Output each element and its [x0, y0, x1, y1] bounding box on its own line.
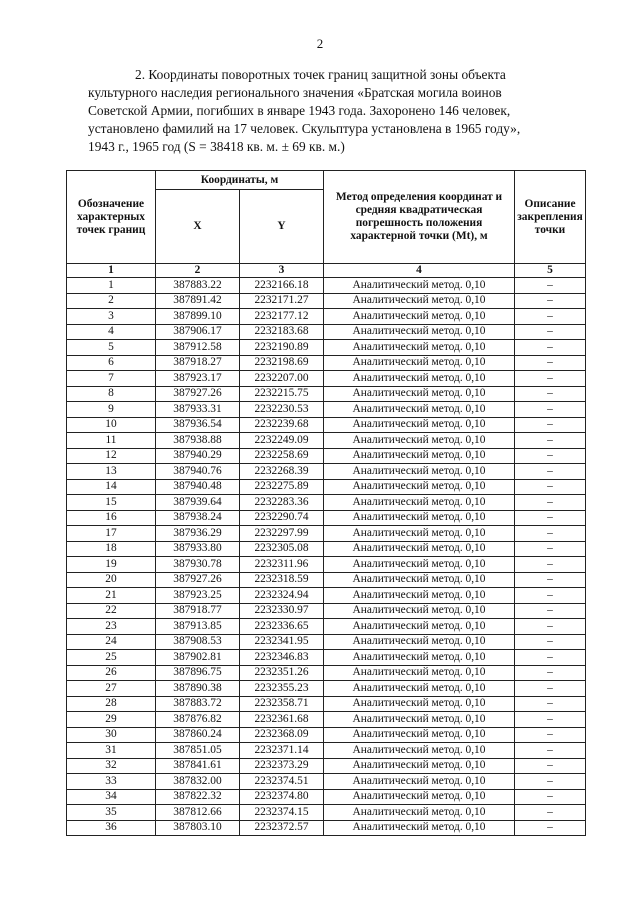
point-number-cell: 29: [67, 712, 156, 728]
x-coordinate-cell: 387918.77: [156, 603, 240, 619]
point-number-cell: 16: [67, 510, 156, 526]
table-row: [67, 293, 586, 309]
table-row: [67, 526, 586, 542]
y-coordinate-cell: 2232330.97: [240, 603, 324, 619]
point-number-cell: 1: [67, 278, 156, 294]
y-coordinate-cell: 2232258.69: [240, 448, 324, 464]
x-coordinate-cell: 387939.64: [156, 495, 240, 511]
point-number-cell: 18: [67, 541, 156, 557]
method-cell: Аналитический метод. 0,10: [324, 712, 515, 728]
header-method: Метод определения координат и средняя квадратическая погрешность положения характерной точки (Mt), м: [324, 171, 515, 264]
heading-line: 1943 г., 1965 год (S = 38418 кв. м. ± 69 кв. м.): [88, 139, 345, 154]
description-cell: –: [515, 541, 586, 557]
method-cell: Аналитический метод. 0,10: [324, 340, 515, 356]
x-coordinate-cell: 387896.75: [156, 665, 240, 681]
description-cell: –: [515, 293, 586, 309]
x-coordinate-cell: 387890.38: [156, 681, 240, 697]
description-cell: –: [515, 603, 586, 619]
y-coordinate-cell: 2232318.59: [240, 572, 324, 588]
y-coordinate-cell: 2232358.71: [240, 696, 324, 712]
column-number: 4: [324, 264, 515, 278]
description-cell: –: [515, 665, 586, 681]
x-coordinate-cell: 387876.82: [156, 712, 240, 728]
y-coordinate-cell: 2232341.95: [240, 634, 324, 650]
x-coordinate-cell: 387940.48: [156, 479, 240, 495]
point-number-cell: 3: [67, 309, 156, 325]
header-description: Описание закрепления точки: [515, 171, 586, 264]
point-number-cell: 5: [67, 340, 156, 356]
y-coordinate-cell: 2232374.80: [240, 789, 324, 805]
y-coordinate-cell: 2232290.74: [240, 510, 324, 526]
y-coordinate-cell: 2232355.23: [240, 681, 324, 697]
y-coordinate-cell: 2232190.89: [240, 340, 324, 356]
table-row: [67, 278, 586, 294]
column-number: 1: [67, 264, 156, 278]
y-coordinate-cell: 2232374.51: [240, 774, 324, 790]
description-cell: –: [515, 634, 586, 650]
y-coordinate-cell: 2232368.09: [240, 727, 324, 743]
method-cell: Аналитический метод. 0,10: [324, 324, 515, 340]
table-row: [67, 557, 586, 573]
point-number-cell: 19: [67, 557, 156, 573]
description-cell: –: [515, 650, 586, 666]
table-row: [67, 634, 586, 650]
y-coordinate-cell: 2232374.15: [240, 805, 324, 821]
y-coordinate-cell: 2232305.08: [240, 541, 324, 557]
point-number-cell: 36: [67, 820, 156, 836]
method-cell: Аналитический метод. 0,10: [324, 743, 515, 759]
description-cell: –: [515, 340, 586, 356]
header-point-designation: Обозначение характерных точек границ: [67, 171, 156, 264]
method-cell: Аналитический метод. 0,10: [324, 309, 515, 325]
description-cell: –: [515, 309, 586, 325]
x-coordinate-cell: 387936.29: [156, 526, 240, 542]
x-coordinate-cell: 387902.81: [156, 650, 240, 666]
method-cell: Аналитический метод. 0,10: [324, 510, 515, 526]
table-row: [67, 681, 586, 697]
y-coordinate-cell: 2232230.53: [240, 402, 324, 418]
point-number-cell: 34: [67, 789, 156, 805]
table-row: [67, 820, 586, 836]
table-row: [67, 355, 586, 371]
method-cell: Аналитический метод. 0,10: [324, 541, 515, 557]
page-number: 2: [316, 36, 324, 51]
description-cell: –: [515, 448, 586, 464]
description-cell: –: [515, 805, 586, 821]
table-row: [67, 495, 586, 511]
header-x: X: [156, 190, 240, 264]
table-row: [67, 433, 586, 449]
x-coordinate-cell: 387936.54: [156, 417, 240, 433]
point-number-cell: 23: [67, 619, 156, 635]
table-row: [67, 309, 586, 325]
x-coordinate-cell: 387812.66: [156, 805, 240, 821]
description-cell: –: [515, 386, 586, 402]
table-row: [67, 650, 586, 666]
method-cell: Аналитический метод. 0,10: [324, 495, 515, 511]
y-coordinate-cell: 2232275.89: [240, 479, 324, 495]
x-coordinate-cell: 387940.76: [156, 464, 240, 480]
y-coordinate-cell: 2232177.12: [240, 309, 324, 325]
column-number: 3: [240, 264, 324, 278]
x-coordinate-cell: 387832.00: [156, 774, 240, 790]
description-cell: –: [515, 479, 586, 495]
method-cell: Аналитический метод. 0,10: [324, 526, 515, 542]
x-coordinate-cell: 387938.24: [156, 510, 240, 526]
method-cell: Аналитический метод. 0,10: [324, 696, 515, 712]
table-row: [67, 371, 586, 387]
point-number-cell: 15: [67, 495, 156, 511]
column-number: 2: [156, 264, 240, 278]
x-coordinate-cell: 387908.53: [156, 634, 240, 650]
point-number-cell: 27: [67, 681, 156, 697]
y-coordinate-cell: 2232324.94: [240, 588, 324, 604]
header-y: Y: [240, 190, 324, 264]
y-coordinate-cell: 2232371.14: [240, 743, 324, 759]
point-number-cell: 28: [67, 696, 156, 712]
point-number-cell: 8: [67, 386, 156, 402]
x-coordinate-cell: 387906.17: [156, 324, 240, 340]
point-number-cell: 10: [67, 417, 156, 433]
y-coordinate-cell: 2232372.57: [240, 820, 324, 836]
point-number-cell: 31: [67, 743, 156, 759]
table-row: [67, 417, 586, 433]
method-cell: Аналитический метод. 0,10: [324, 464, 515, 480]
description-cell: –: [515, 324, 586, 340]
table-row: [67, 386, 586, 402]
table-row: [67, 572, 586, 588]
description-cell: –: [515, 743, 586, 759]
table-row: [67, 510, 586, 526]
table-row: [67, 774, 586, 790]
method-cell: Аналитический метод. 0,10: [324, 588, 515, 604]
point-number-cell: 30: [67, 727, 156, 743]
method-cell: Аналитический метод. 0,10: [324, 789, 515, 805]
y-coordinate-cell: 2232166.18: [240, 278, 324, 294]
description-cell: –: [515, 557, 586, 573]
description-cell: –: [515, 402, 586, 418]
x-coordinate-cell: 387891.42: [156, 293, 240, 309]
table-row: [67, 464, 586, 480]
table-body: [67, 278, 586, 836]
method-cell: Аналитический метод. 0,10: [324, 727, 515, 743]
point-number-cell: 2: [67, 293, 156, 309]
x-coordinate-cell: 387883.22: [156, 278, 240, 294]
y-coordinate-cell: 2232215.75: [240, 386, 324, 402]
table-row: [67, 588, 586, 604]
description-cell: –: [515, 417, 586, 433]
y-coordinate-cell: 2232361.68: [240, 712, 324, 728]
method-cell: Аналитический метод. 0,10: [324, 479, 515, 495]
y-coordinate-cell: 2232207.00: [240, 371, 324, 387]
method-cell: Аналитический метод. 0,10: [324, 402, 515, 418]
method-cell: Аналитический метод. 0,10: [324, 634, 515, 650]
point-number-cell: 4: [67, 324, 156, 340]
table-row: [67, 665, 586, 681]
table-row: [67, 448, 586, 464]
method-cell: Аналитический метод. 0,10: [324, 293, 515, 309]
point-number-cell: 22: [67, 603, 156, 619]
description-cell: –: [515, 696, 586, 712]
x-coordinate-cell: 387923.25: [156, 588, 240, 604]
method-cell: Аналитический метод. 0,10: [324, 355, 515, 371]
header-coordinates: Координаты, м: [156, 171, 324, 190]
point-number-cell: 20: [67, 572, 156, 588]
point-number-cell: 11: [67, 433, 156, 449]
x-coordinate-cell: 387841.61: [156, 758, 240, 774]
y-coordinate-cell: 2232373.29: [240, 758, 324, 774]
description-cell: –: [515, 510, 586, 526]
y-coordinate-cell: 2232268.39: [240, 464, 324, 480]
x-coordinate-cell: 387940.29: [156, 448, 240, 464]
point-number-cell: 14: [67, 479, 156, 495]
description-cell: –: [515, 727, 586, 743]
method-cell: Аналитический метод. 0,10: [324, 371, 515, 387]
method-cell: Аналитический метод. 0,10: [324, 619, 515, 635]
method-cell: Аналитический метод. 0,10: [324, 665, 515, 681]
y-coordinate-cell: 2232283.36: [240, 495, 324, 511]
description-cell: –: [515, 464, 586, 480]
x-coordinate-cell: 387883.72: [156, 696, 240, 712]
point-number-cell: 24: [67, 634, 156, 650]
description-cell: –: [515, 681, 586, 697]
y-coordinate-cell: 2232346.83: [240, 650, 324, 666]
table-row: [67, 340, 586, 356]
description-cell: –: [515, 433, 586, 449]
description-cell: –: [515, 355, 586, 371]
point-number-cell: 12: [67, 448, 156, 464]
y-coordinate-cell: 2232183.68: [240, 324, 324, 340]
method-cell: Аналитический метод. 0,10: [324, 603, 515, 619]
section-heading: [88, 66, 576, 156]
method-cell: Аналитический метод. 0,10: [324, 820, 515, 836]
y-coordinate-cell: 2232239.68: [240, 417, 324, 433]
y-coordinate-cell: 2232336.65: [240, 619, 324, 635]
heading-line: Советской Армии, погибших в январе 1943 года. Захоронено 146 человек,: [88, 103, 511, 118]
table-row: [67, 324, 586, 340]
table-row: [67, 805, 586, 821]
heading-line: культурного наследия регионального значения «Братская могила воинов: [88, 85, 502, 100]
description-cell: –: [515, 758, 586, 774]
x-coordinate-cell: 387899.10: [156, 309, 240, 325]
coordinates-table: [66, 170, 586, 836]
table-row: [67, 479, 586, 495]
description-cell: –: [515, 588, 586, 604]
method-cell: Аналитический метод. 0,10: [324, 433, 515, 449]
table-row: [67, 402, 586, 418]
x-coordinate-cell: 387930.78: [156, 557, 240, 573]
point-number-cell: 7: [67, 371, 156, 387]
description-cell: –: [515, 820, 586, 836]
point-number-cell: 32: [67, 758, 156, 774]
y-coordinate-cell: 2232249.09: [240, 433, 324, 449]
description-cell: –: [515, 526, 586, 542]
x-coordinate-cell: 387860.24: [156, 727, 240, 743]
method-cell: Аналитический метод. 0,10: [324, 448, 515, 464]
description-cell: –: [515, 619, 586, 635]
description-cell: –: [515, 371, 586, 387]
x-coordinate-cell: 387913.85: [156, 619, 240, 635]
x-coordinate-cell: 387933.80: [156, 541, 240, 557]
heading-line: 2. Координаты поворотных точек границ защитной зоны объекта: [135, 67, 506, 82]
method-cell: Аналитический метод. 0,10: [324, 805, 515, 821]
y-coordinate-cell: 2232351.26: [240, 665, 324, 681]
description-cell: –: [515, 774, 586, 790]
x-coordinate-cell: 387912.58: [156, 340, 240, 356]
method-cell: Аналитический метод. 0,10: [324, 417, 515, 433]
x-coordinate-cell: 387822.32: [156, 789, 240, 805]
description-cell: –: [515, 789, 586, 805]
table-row: [67, 743, 586, 759]
x-coordinate-cell: 387927.26: [156, 572, 240, 588]
method-cell: Аналитический метод. 0,10: [324, 650, 515, 666]
y-coordinate-cell: 2232297.99: [240, 526, 324, 542]
x-coordinate-cell: 387851.05: [156, 743, 240, 759]
method-cell: Аналитический метод. 0,10: [324, 681, 515, 697]
x-coordinate-cell: 387923.17: [156, 371, 240, 387]
point-number-cell: 26: [67, 665, 156, 681]
heading-line: установлено фамилий на 17 человек. Скульптура установлена в 1965 году»,: [88, 121, 521, 136]
method-cell: Аналитический метод. 0,10: [324, 278, 515, 294]
x-coordinate-cell: 387918.27: [156, 355, 240, 371]
point-number-cell: 35: [67, 805, 156, 821]
table-row: [67, 603, 586, 619]
y-coordinate-cell: 2232311.96: [240, 557, 324, 573]
method-cell: Аналитический метод. 0,10: [324, 774, 515, 790]
method-cell: Аналитический метод. 0,10: [324, 758, 515, 774]
x-coordinate-cell: 387933.31: [156, 402, 240, 418]
x-coordinate-cell: 387927.26: [156, 386, 240, 402]
method-cell: Аналитический метод. 0,10: [324, 557, 515, 573]
point-number-cell: 13: [67, 464, 156, 480]
point-number-cell: 25: [67, 650, 156, 666]
description-cell: –: [515, 278, 586, 294]
point-number-cell: 21: [67, 588, 156, 604]
y-coordinate-cell: 2232171.27: [240, 293, 324, 309]
point-number-cell: 17: [67, 526, 156, 542]
method-cell: Аналитический метод. 0,10: [324, 572, 515, 588]
point-number-cell: 9: [67, 402, 156, 418]
column-number: 5: [515, 264, 586, 278]
table-row: [67, 696, 586, 712]
x-coordinate-cell: 387803.10: [156, 820, 240, 836]
x-coordinate-cell: 387938.88: [156, 433, 240, 449]
table-row: [67, 789, 586, 805]
point-number-cell: 6: [67, 355, 156, 371]
table-row: [67, 619, 586, 635]
description-cell: –: [515, 495, 586, 511]
table-row: [67, 541, 586, 557]
point-number-cell: 33: [67, 774, 156, 790]
table-row: [67, 727, 586, 743]
y-coordinate-cell: 2232198.69: [240, 355, 324, 371]
description-cell: –: [515, 712, 586, 728]
table-row: [67, 712, 586, 728]
table-row: [67, 758, 586, 774]
description-cell: –: [515, 572, 586, 588]
method-cell: Аналитический метод. 0,10: [324, 386, 515, 402]
